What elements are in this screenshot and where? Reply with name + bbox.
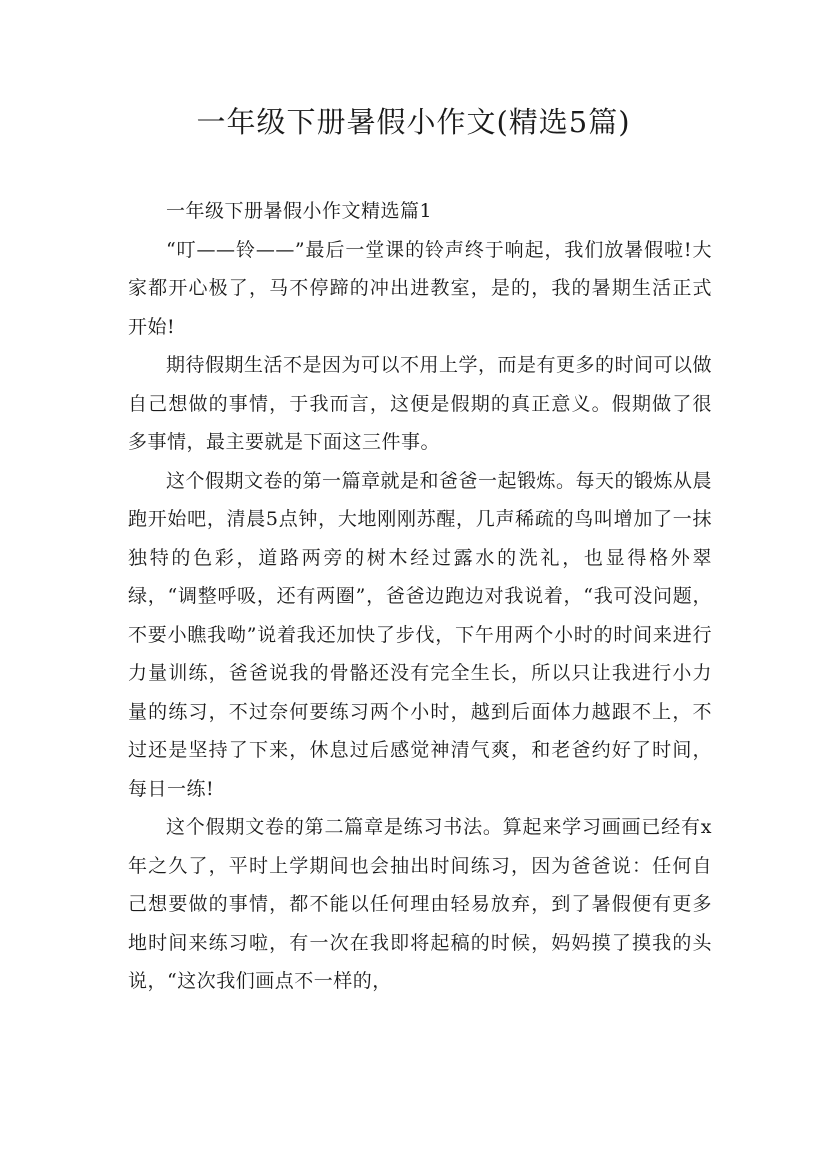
paragraph-1: “叮——铃——”最后一堂课的铃声终于响起，我们放暑假啦!大家都开心极了，马不停蹄的冲出进教室，是的，我的暑期生活正式开始! xyxy=(128,238,712,338)
document-title: 一年级下册暑假小作文(精选5篇) xyxy=(196,105,631,139)
section-heading: 一年级下册暑假小作文精选篇1 xyxy=(166,200,433,222)
paragraph-4: 这个假期文卷的第二篇章是练习书法。算起来学习画画已经有x年之久了，平时上学期间也会抽出时间练习，因为爸爸说：任何自己想要做的事情，都不能以任何理由轻易放弃，到了暑假便有更多地时间来练习啦，有一次在我即将起稿的时候，妈妈摸了摸我的头说，“这次我们画点不一样的， xyxy=(128,816,712,992)
paragraph-3: 这个假期文卷的第一篇章就是和爸爸一起锻炼。每天的锻炼从晨跑开始吧，清晨5点钟，大地刚刚苏醒，几声稀疏的鸟叫增加了一抹独特的色彩，道路两旁的树木经过露水的洗礼，也显得格外翠绿，“调整呼吸，还有两圈”，爸爸边跑边对我说着，“我可没问题，不要小瞧我呦”说着我还加快了步伐，下午用两个小时的时间来进行力量训练，爸爸说我的骨骼还没有完全生长，所以只让我进行小力量的练习，不过奈何要练习两个小时，越到后面体力越跟不上，不过还是坚持了下来，休息过后感觉神清气爽，和老爸约好了时间，每日一练! xyxy=(128,469,713,800)
paragraph-2: 期待假期生活不是因为可以不用上学，而是有更多的时间可以做自己想做的事情，于我而言，这便是假期的真正意义。假期做了很多事情，最主要就是下面这三件事。 xyxy=(128,354,713,453)
document-body xyxy=(128,192,712,1001)
